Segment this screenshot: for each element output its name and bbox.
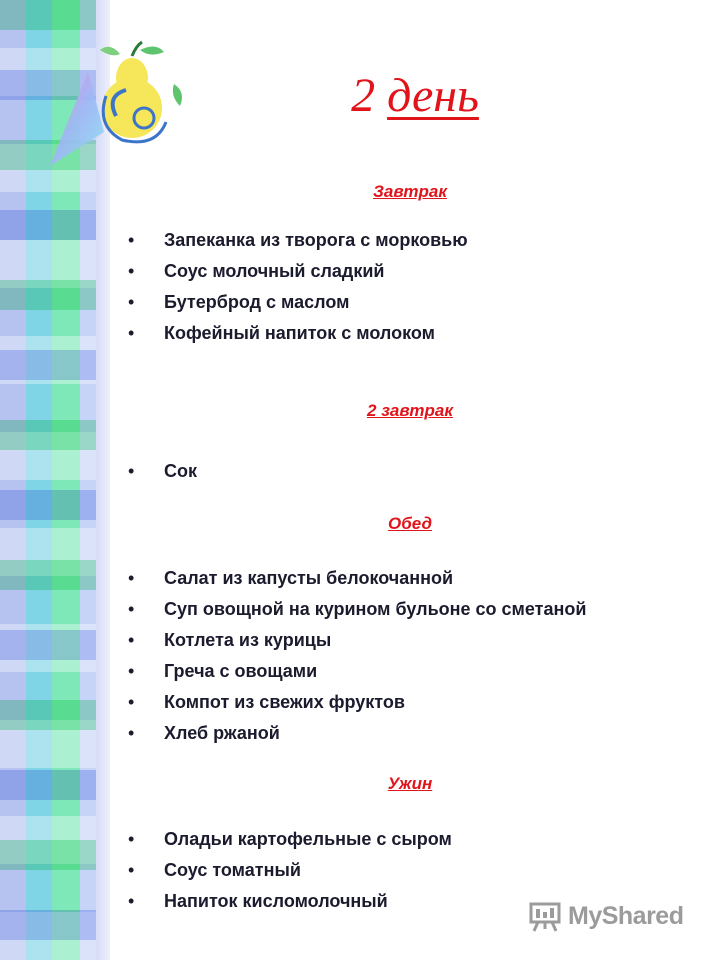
watermark: [528, 896, 683, 936]
list-item: • Греча с овощами: [128, 656, 586, 687]
dinner-list: [128, 824, 452, 917]
section-heading-second-breakfast: 2 завтрак: [367, 401, 453, 420]
list-item: • Кофейный напиток с молоком: [128, 318, 468, 349]
list-item: • Сок: [128, 456, 197, 487]
second-breakfast-list: [128, 456, 197, 487]
section-heading-lunch: Обед: [388, 514, 432, 533]
list-item: • Хлеб ржаной: [128, 718, 586, 749]
page-title: [0, 68, 720, 123]
title-prefix: 2: [351, 69, 376, 122]
title-word: день: [387, 69, 479, 122]
list-item: • Компот из свежих фруктов: [128, 687, 586, 718]
section-heading-dinner: Ужин: [387, 774, 433, 793]
presentation-board-icon: [528, 899, 562, 933]
list-item: • Оладьи картофельные с сыром: [128, 824, 452, 855]
list-item: • Салат из капусты белокочанной: [128, 563, 586, 594]
list-item: • Котлета из курицы: [128, 625, 586, 656]
lunch-list: [128, 563, 586, 749]
list-item: • Суп овощной на курином бульоне со сметаной: [128, 594, 586, 625]
list-item: • Запеканка из творога с морковью: [128, 225, 468, 256]
list-item: • Бутерброд с маслом: [128, 287, 468, 318]
list-item: • Соус томатный: [128, 855, 452, 886]
list-item: • Напиток кисломолочный: [128, 886, 452, 917]
breakfast-list: [128, 225, 468, 349]
list-item: • Соус молочный сладкий: [128, 256, 468, 287]
section-heading-breakfast: Завтрак: [373, 182, 447, 201]
watermark-text: MyShared: [568, 901, 684, 930]
